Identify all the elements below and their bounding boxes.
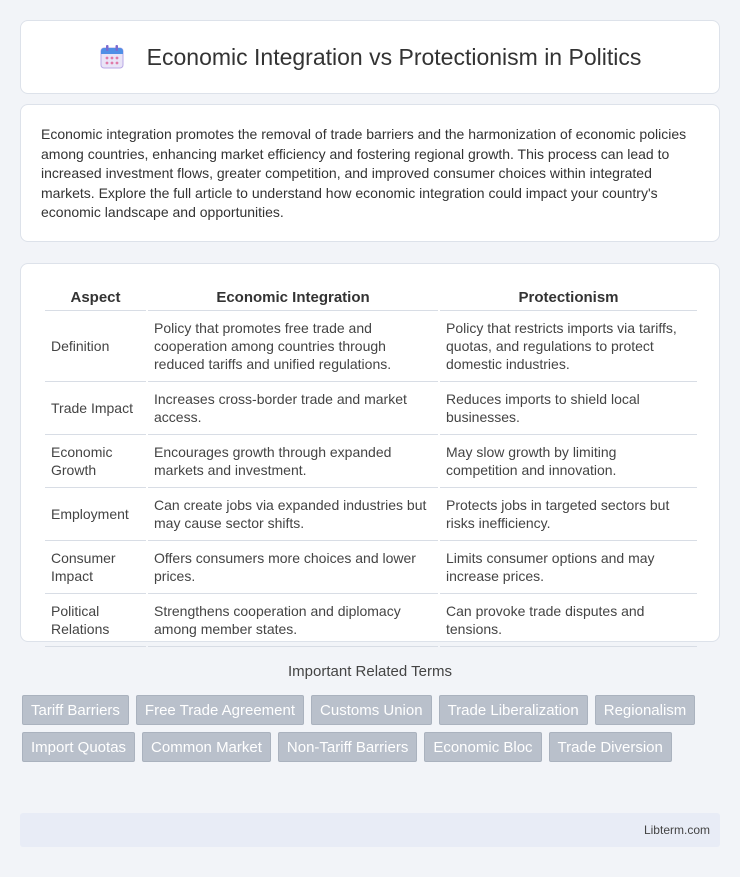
row-aspect: Political Relations xyxy=(45,594,146,647)
table-row xyxy=(45,311,697,382)
tag-regionalism[interactable]: Regionalism xyxy=(595,695,696,725)
tag-non-tariff-barriers[interactable]: Non-Tariff Barriers xyxy=(278,732,417,762)
table-row xyxy=(45,435,697,488)
row-protectionism: Protects jobs in targeted sectors but risks inefficiency. xyxy=(440,488,697,541)
row-aspect: Trade Impact xyxy=(45,382,146,435)
related-terms-title: Important Related Terms xyxy=(288,663,452,680)
row-integration: Can create jobs via expanded industries but may cause sector shifts. xyxy=(148,488,438,541)
header-economic-integration: Economic Integration xyxy=(148,284,438,311)
page-title: Economic Integration vs Protectionism in Politics xyxy=(146,43,642,70)
tag-tariff-barriers[interactable]: Tariff Barriers xyxy=(22,695,129,725)
footer xyxy=(20,813,720,847)
intro-paragraph: Economic integration promotes the removal of trade barriers and the harmonization of economic policies among countries, enhancing market efficiency and fostering regional growth. This process can lead to increased investment flows, greater competition, and improved consumer choices within integrated markets. Explore the full article to understand how economic integration could impact your country's economic landscape and opportunities. xyxy=(41,126,687,220)
calendar-icon xyxy=(99,44,125,70)
row-integration: Offers consumers more choices and lower prices. xyxy=(148,541,438,594)
footer-brand-link[interactable]: Libterm.com xyxy=(643,823,710,837)
tag-trade-liberalization[interactable]: Trade Liberalization xyxy=(439,695,588,725)
row-protectionism: May slow growth by limiting competition and innovation. xyxy=(440,435,697,488)
row-integration: Policy that promotes free trade and cooperation among countries through reduced tariffs and unified regulations. xyxy=(148,311,438,382)
tag-customs-union[interactable]: Customs Union xyxy=(311,695,432,725)
row-aspect: Consumer Impact xyxy=(45,541,146,594)
related-terms-list xyxy=(22,695,722,762)
tag-trade-diversion[interactable]: Trade Diversion xyxy=(549,732,672,762)
tag-import-quotas[interactable]: Import Quotas xyxy=(22,732,135,762)
table-row xyxy=(45,382,697,435)
comparison-table xyxy=(43,284,699,647)
row-aspect: Definition xyxy=(45,311,146,382)
tag-economic-bloc[interactable]: Economic Bloc xyxy=(424,732,541,762)
row-protectionism: Limits consumer options and may increase prices. xyxy=(440,541,697,594)
header-protectionism: Protectionism xyxy=(440,284,697,311)
row-aspect: Economic Growth xyxy=(45,435,146,488)
comparison-card xyxy=(20,263,720,642)
tag-common-market[interactable]: Common Market xyxy=(142,732,271,762)
row-integration: Increases cross-border trade and market access. xyxy=(148,382,438,435)
table-row xyxy=(45,488,697,541)
row-protectionism: Policy that restricts imports via tariffs, quotas, and regulations to protect domestic industries. xyxy=(440,311,697,382)
header-aspect: Aspect xyxy=(45,284,146,311)
row-integration: Encourages growth through expanded markets and investment. xyxy=(148,435,438,488)
intro-card xyxy=(20,104,720,242)
row-protectionism: Reduces imports to shield local businesses. xyxy=(440,382,697,435)
table-row xyxy=(45,541,697,594)
row-integration: Strengthens cooperation and diplomacy among member states. xyxy=(148,594,438,647)
tag-free-trade-agreement[interactable]: Free Trade Agreement xyxy=(136,695,304,725)
row-protectionism: Can provoke trade disputes and tensions. xyxy=(440,594,697,647)
table-row xyxy=(45,594,697,647)
table-header-row xyxy=(45,284,697,311)
title-card xyxy=(20,20,720,94)
row-aspect: Employment xyxy=(45,488,146,541)
